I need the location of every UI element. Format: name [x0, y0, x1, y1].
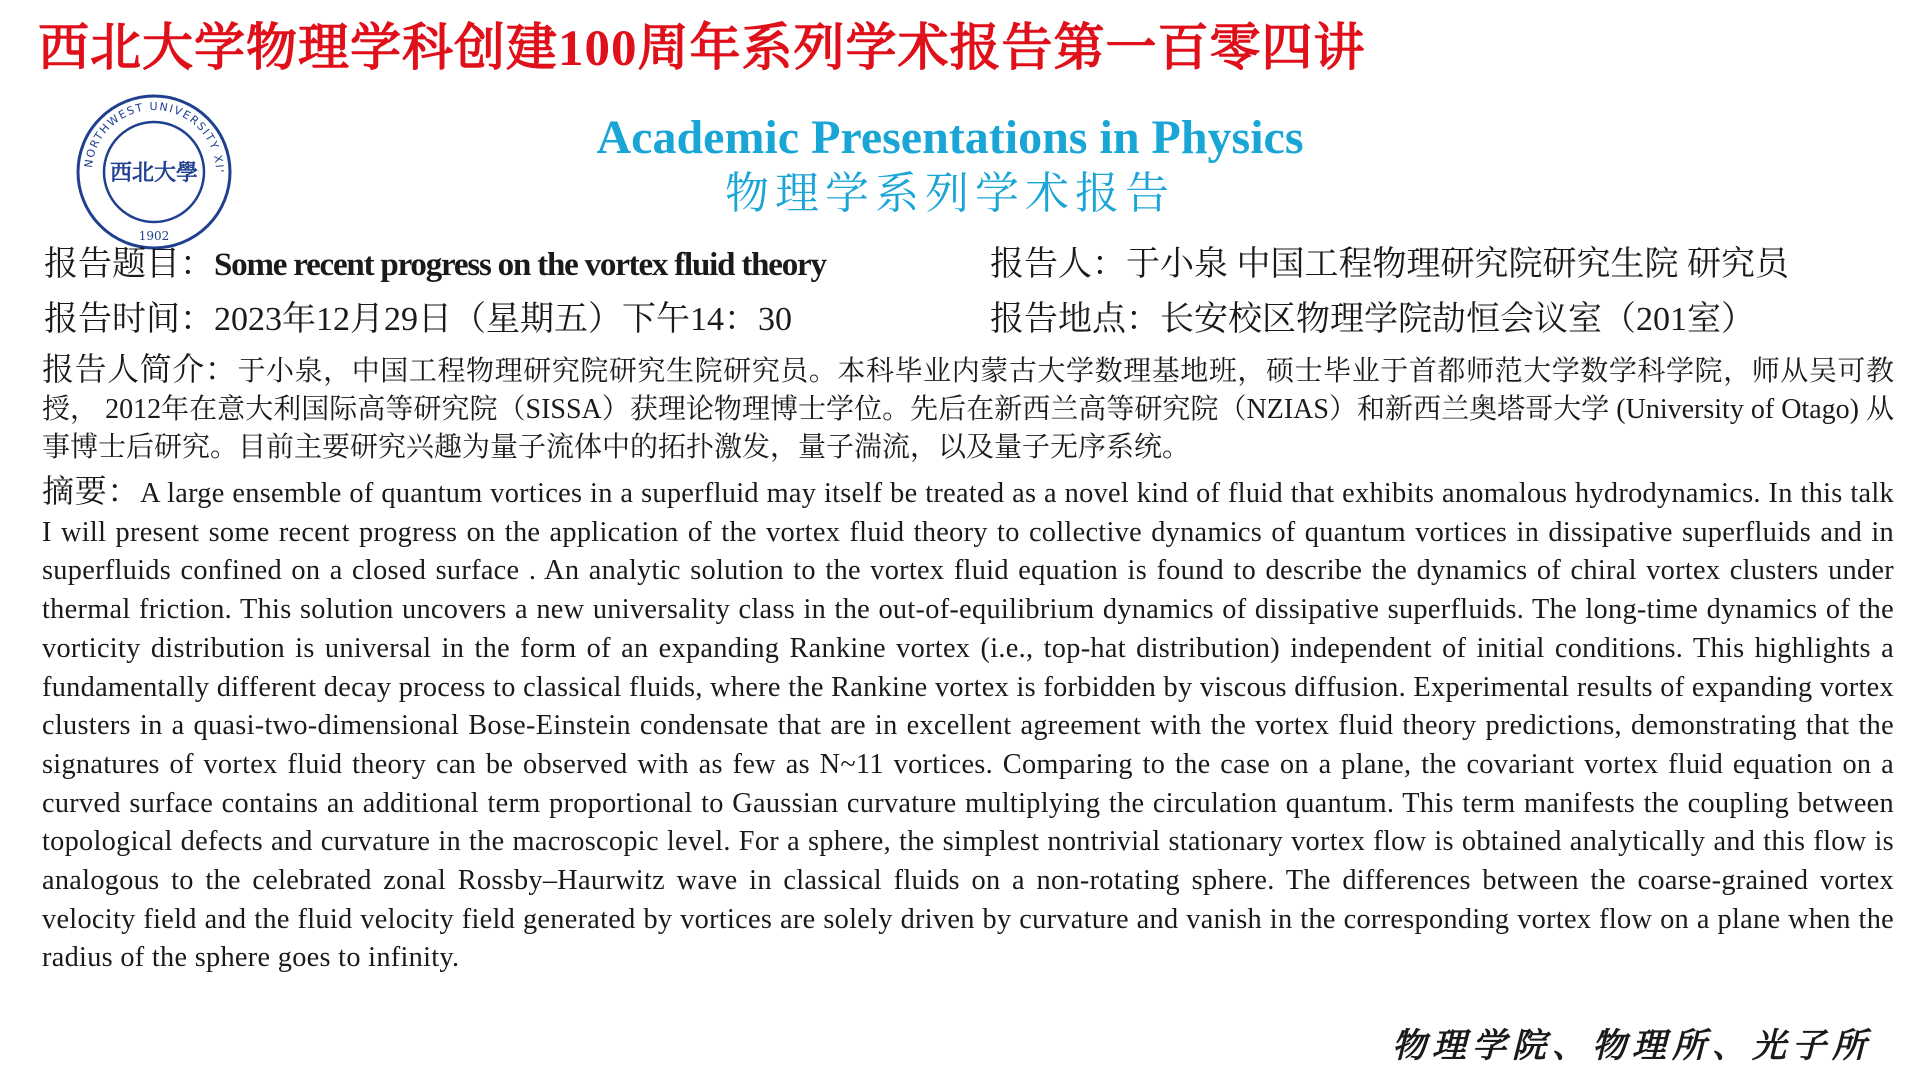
logo-center-text: 西北大學: [109, 160, 199, 186]
chinese-header-title: 物理学系列学术报告: [725, 169, 1175, 218]
english-header-title: Academic Presentations in Physics: [596, 111, 1304, 164]
footer-organizers: 物理学院、物理所、光子所: [1392, 1028, 1872, 1065]
logo-year: 1902: [138, 229, 170, 243]
speaker-row: [990, 243, 1789, 287]
abstract-label: 摘要：: [42, 473, 141, 509]
speaker-value: 于小泉 中国工程物理研究院研究生院 研究员: [1126, 246, 1789, 283]
time-value: 2023年12月29日（星期五）下午14：30: [214, 301, 792, 338]
topic-value: Some recent progress on the vortex fluid theory: [214, 247, 826, 283]
time-row: [44, 298, 792, 342]
abstract: [42, 472, 1894, 978]
place-label: 报告地点：: [990, 301, 1160, 338]
place-value: 长安校区物理学院劼恒会议室（201室）: [1160, 301, 1755, 338]
speaker-bio: [42, 350, 1894, 467]
topic-label: 报告题目：: [44, 246, 214, 283]
logo-ring-text: NORTHWEST UNIVERSITY XI': [82, 99, 227, 174]
bio-text: 于小泉，中国工程物理研究院研究生院研究员。本科毕业内蒙古大学数理基地班，硕士毕业于首都师范大学数学科学院，师从吴可教授， 2012年在意大利国际高等研究院（SISSA）获理论物理博士学位。先后在新西兰高等研究院（NZIAS）和新西兰奥塔哥大学 (University of Otago) 从事博士后研究。目前主要研究兴趣为量子流体中的拓扑激发，量子湍流，以及量子无序系统。: [42, 356, 1894, 463]
series-title: 西北大学物理学科创建100周年系列学术报告第一百零四讲: [38, 21, 1366, 77]
place-row: [990, 298, 1755, 342]
topic-row: [44, 243, 826, 287]
university-logo: [74, 92, 234, 252]
bio-label: 报告人简介：: [42, 351, 238, 387]
abstract-text: A large ensemble of quantum vortices in a superfluid may itself be treated as a novel kind of fluid that exhibits anomalous hydrodynamics. In this talk I will present some recent progress on the application of the vortex fluid theory to collective dynamics of quantum vortices in dissipative superfluids and in superfluids confined on a closed surface . An analytic solution to the vortex fluid equation is found to describe the dynamics of chiral vortex clusters under thermal friction. This solution uncovers a new universality class in the out-of-equilibrium dynamics of dissipative superfluids. The long-time dynamics of the vorticity distribution is universal in the form of an expanding Rankine vortex (i.e., top-hat distribution) independent of initial conditions. This highlights a fundamentally different decay process to classical fluids, where the Rankine vortex is forbidden by viscous diffusion. Experimental results of expanding vortex clusters in a quasi-two-dimensional Bose-Einstein condensate that are in excellent agreement with the vortex fluid theory predictions, demonstrating that the signatures of vortex fluid theory can be observed with as few as N~11 vortices. Comparing to the case on a plane, the covariant vortex fluid equation on a curved surface contains an additional term proportional to Gaussian curvature multiplying the circulation quantum. This term manifests the coupling between topological defects and curvature in the macroscopic level. For a sphere, the simplest nontrivial stationary vortex flow is obtained analytically and this flow is analogous to the celebrated zonal Rossby–Haurwitz wave in classical fluids on a non-rotating sphere. The differences between the coarse-grained vortex velocity field and the fluid velocity field generated by vortices are solely driven by curvature and vanish in the corresponding vortex flow on a plane when the radius of the sphere goes to infinity.: [42, 478, 1894, 974]
speaker-label: 报告人：: [990, 246, 1126, 283]
time-label: 报告时间：: [44, 301, 214, 338]
